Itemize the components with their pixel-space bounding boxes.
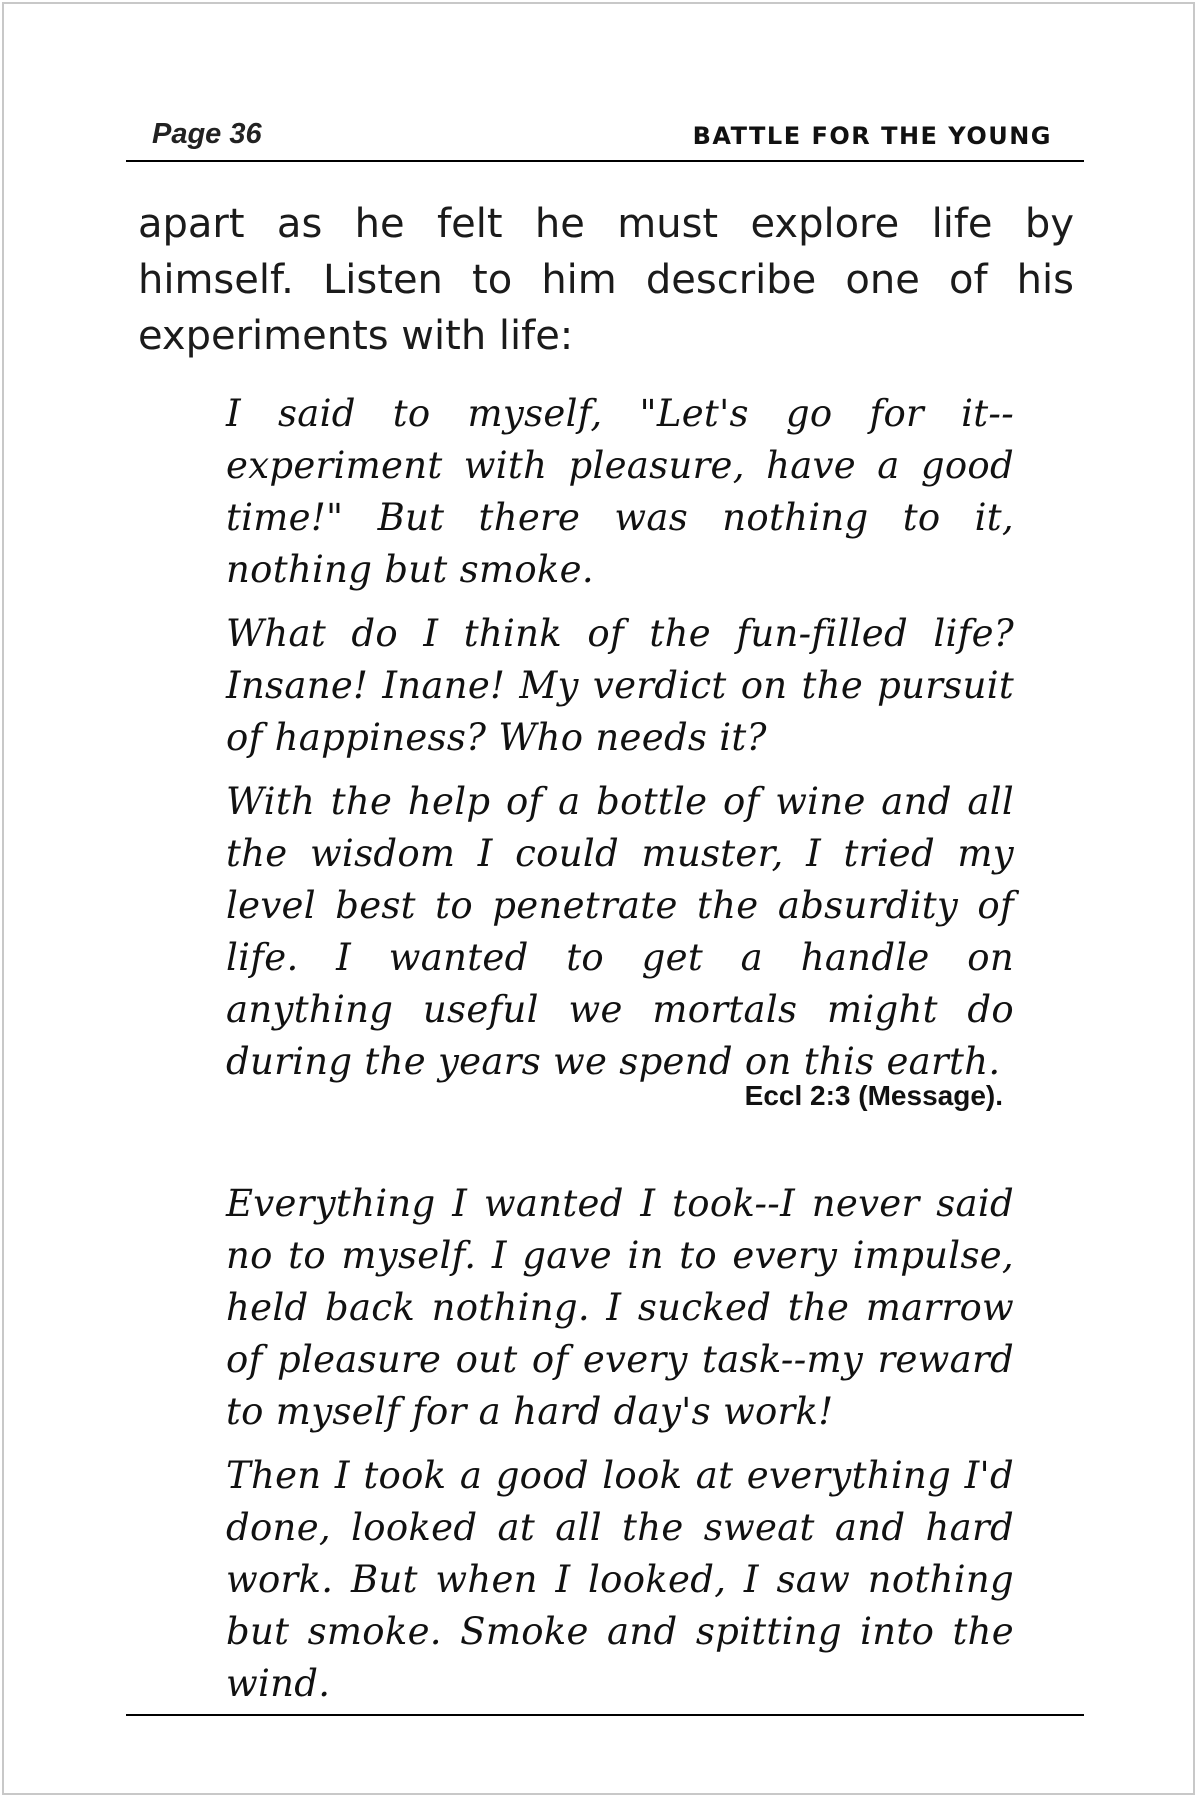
quote-paragraph: What do I think of the fun-filled life? Insane! Inane! My verdict on the pursuit of happiness? Who needs it? bbox=[226, 612, 1014, 759]
running-title: BATTLE FOR THE YOUNG bbox=[692, 122, 1052, 150]
page-number: Page 36 bbox=[152, 118, 262, 150]
quote-paragraph: With the help of a bottle of wine and all the wisdom I could muster, I tried my level best to penetrate the absurdity of life. I wanted to get a handle on anything useful we mortals might do during the years we spend on this earth. bbox=[226, 780, 1014, 1083]
footer-rule bbox=[126, 1714, 1084, 1716]
intro-paragraph: apart as he felt he must explore life by himself. Listen to him describe one of his experiments with life: bbox=[138, 201, 1074, 359]
scripture-citation: Eccl 2:3 (Message). bbox=[744, 1080, 1003, 1111]
header-rule bbox=[126, 160, 1084, 162]
page-header bbox=[126, 116, 1084, 162]
page bbox=[2, 2, 1195, 1795]
quote-paragraph: Everything I wanted I took--I never said no to myself. I gave in to every impulse, held back nothing. I sucked the marrow of pleasure out of every task--my reward to myself for a hard day's work! bbox=[226, 1182, 1014, 1433]
quote-paragraph: Then I took a good look at everything I'd done, looked at all the sweat and hard work. But when I looked, I saw nothing but smoke. Smoke and spitting into the wind. bbox=[226, 1454, 1014, 1705]
quote-paragraph: I said to myself, "Let's go for it--experiment with pleasure, have a good time!" But there was nothing to it, nothing but smoke. bbox=[226, 392, 1014, 591]
